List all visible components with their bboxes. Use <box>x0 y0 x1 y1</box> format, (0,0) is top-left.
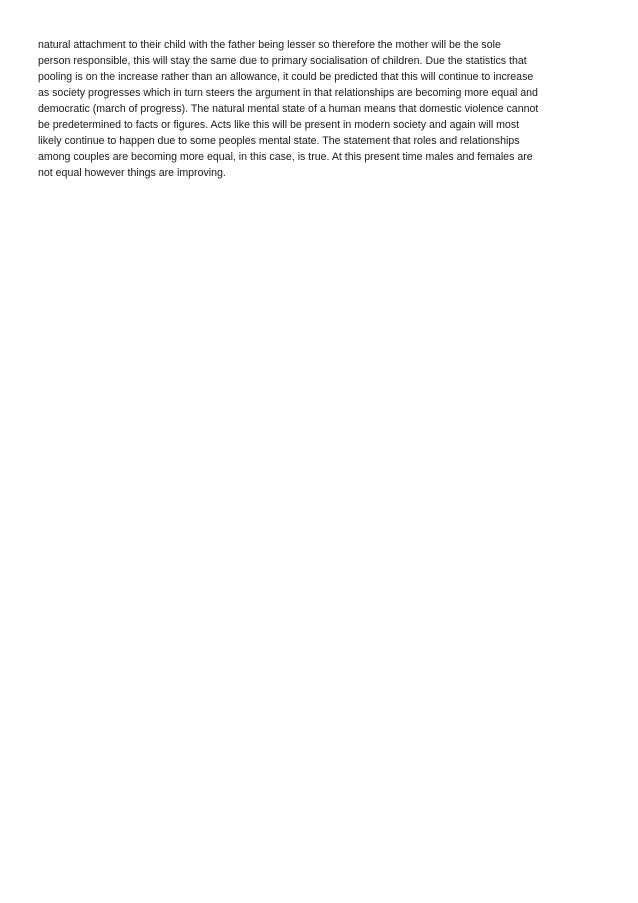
text-line-4: as society progresses which in turn steers the argument in that relationships are becoming more equal and <box>38 87 538 99</box>
text-line-5: democratic (march of progress). The natural mental state of a human means that domestic violence cannot <box>38 103 539 115</box>
text-line-8: among couples are becoming more equal, in this case, is true. At this present time males and females are <box>38 151 533 163</box>
text-line-2: person responsible, this will stay the same due to primary socialisation of children. Due the statistics that <box>38 55 527 67</box>
text-line-6: be predetermined to facts or figures. Acts like this will be present in modern society and again will most <box>38 119 520 131</box>
body-paragraph <box>38 37 608 181</box>
text-line-9: not equal however things are improving. <box>38 167 226 179</box>
text-line-1: natural attachment to their child with the father being lesser so therefore the mother will be the sole <box>38 39 501 51</box>
text-line-7: likely continue to happen due to some peoples mental state. The statement that roles and relationships <box>38 135 520 147</box>
text-line-3: pooling is on the increase rather than an allowance, it could be predicted that this will continue to increase <box>38 71 534 83</box>
